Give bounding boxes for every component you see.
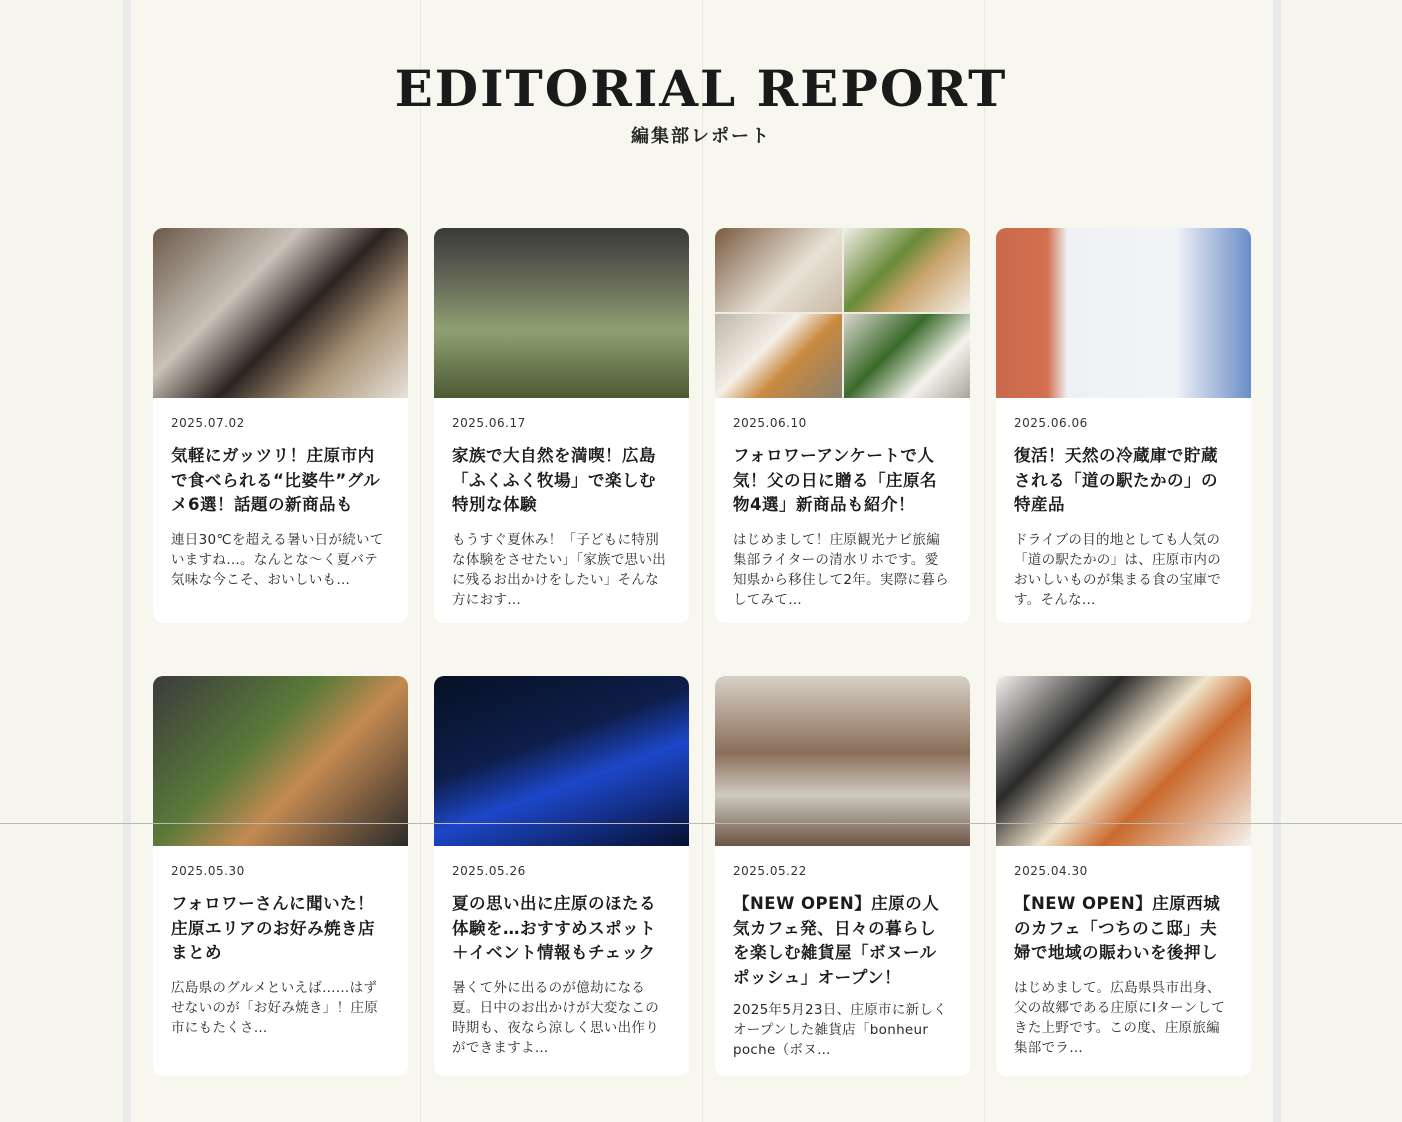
article-thumbnail[interactable] bbox=[996, 228, 1251, 398]
section-header bbox=[0, 58, 1402, 148]
article-card[interactable] bbox=[434, 676, 689, 1076]
article-thumbnail[interactable] bbox=[996, 676, 1251, 846]
article-thumbnail[interactable] bbox=[434, 676, 689, 846]
article-date: 2025.06.10 bbox=[733, 416, 807, 430]
article-date: 2025.05.26 bbox=[452, 864, 526, 878]
article-title[interactable]: 家族で大自然を満喫！広島「ふくふく牧場」で楽しむ特別な体験 bbox=[452, 446, 656, 514]
storage-building-image bbox=[996, 228, 1251, 398]
article-thumbnail[interactable] bbox=[434, 228, 689, 398]
article-thumbnail[interactable] bbox=[715, 676, 970, 846]
cafe-lunch-plate-image bbox=[996, 676, 1251, 846]
article-excerpt: 連日30℃を超える暑い日が続いていますね…。なんとな〜く夏バテ気味な今こそ、おいしいも… bbox=[171, 532, 384, 588]
article-date: 2025.06.17 bbox=[452, 416, 526, 430]
okonomiyaki-image bbox=[153, 676, 408, 846]
article-title[interactable]: フォロワーさんに聞いた！庄原エリアのお好み焼き店まとめ bbox=[171, 894, 375, 962]
tableware-shop-image bbox=[715, 676, 970, 846]
article-title[interactable]: 【NEW OPEN】庄原の人気カフェ発、日々の暮らしを楽しむ雑貨屋「ボヌールポッシュ」オープン！ bbox=[733, 894, 940, 987]
article-thumbnail[interactable] bbox=[153, 228, 408, 398]
article-title[interactable]: 【NEW OPEN】庄原西城のカフェ「つちのこ邸」夫婦で地域の賑わいを後押し bbox=[1014, 894, 1221, 962]
divider-line bbox=[0, 823, 1402, 824]
article-date: 2025.05.22 bbox=[733, 864, 807, 878]
article-card[interactable] bbox=[153, 228, 408, 623]
article-excerpt: 広島県のグルメといえば……はずせないのが「お好み焼き」！庄原市にもたくさ… bbox=[171, 980, 378, 1036]
article-card[interactable] bbox=[715, 676, 970, 1076]
section-title-ja: 編集部レポート bbox=[631, 126, 771, 147]
article-card[interactable] bbox=[434, 228, 689, 623]
article-title[interactable]: 復活！天然の冷蔵庫で貯蔵される「道の駅たかの」の特産品 bbox=[1014, 446, 1218, 514]
article-date: 2025.06.06 bbox=[1014, 416, 1088, 430]
article-card[interactable] bbox=[996, 228, 1251, 623]
article-thumbnail[interactable] bbox=[153, 676, 408, 846]
section-title-en: EDITORIAL REPORT bbox=[394, 59, 1008, 118]
article-date: 2025.07.02 bbox=[171, 416, 245, 430]
article-card[interactable] bbox=[715, 228, 970, 623]
article-card[interactable] bbox=[996, 676, 1251, 1076]
column-guide bbox=[420, 0, 421, 1122]
article-date: 2025.04.30 bbox=[1014, 864, 1088, 878]
hiba-beef-products-image bbox=[153, 228, 408, 398]
article-excerpt: はじめまして！庄原観光ナビ旅編集部ライターの清水リホです。愛知県から移住して2年。実際に暮らしてみて… bbox=[733, 532, 949, 608]
article-thumbnail[interactable] bbox=[715, 228, 970, 398]
article-card[interactable] bbox=[153, 676, 408, 1076]
article-excerpt: 暑くて外に出るのが億劫になる夏。日中のお出かけが大変なこの時期も、夜なら涼しく思い出作りができますよ… bbox=[452, 980, 659, 1056]
column-guide bbox=[984, 0, 985, 1122]
article-title[interactable]: 気軽にガッツリ！庄原市内で食べられる“比婆牛”グルメ6選！話題の新商品も bbox=[171, 446, 381, 514]
article-excerpt: ドライブの目的地としても人気の「道の駅たかの」は、庄原市内のおいしいものが集まる食の宝庫です。そんな… bbox=[1014, 532, 1221, 608]
family-feeding-cattle-image bbox=[434, 228, 689, 398]
article-excerpt: 2025年5月23日、庄原市に新しくオープンした雑貨店「bonheur poche（ボヌ… bbox=[733, 1002, 948, 1058]
article-excerpt: もうすぐ夏休み！「子どもに特別な体験をさせたい」「家族で思い出に残るお出かけをしたい」そんな方におす… bbox=[452, 532, 667, 608]
fireflies-stream-image bbox=[434, 676, 689, 846]
column-guide bbox=[702, 0, 703, 1122]
shobara-specialties-collage-image bbox=[715, 228, 970, 398]
article-title[interactable]: フォロワーアンケートで人気！父の日に贈る「庄原名物4選」新商品も紹介！ bbox=[733, 446, 937, 514]
article-excerpt: はじめまして。広島県呉市出身、父の故郷である庄原にIターンしてきた上野です。この度、庄原旅編集部でラ… bbox=[1014, 980, 1226, 1056]
article-date: 2025.05.30 bbox=[171, 864, 245, 878]
article-title[interactable]: 夏の思い出に庄原のほたる体験を…おすすめスポット＋イベント情報もチェック bbox=[452, 894, 657, 962]
